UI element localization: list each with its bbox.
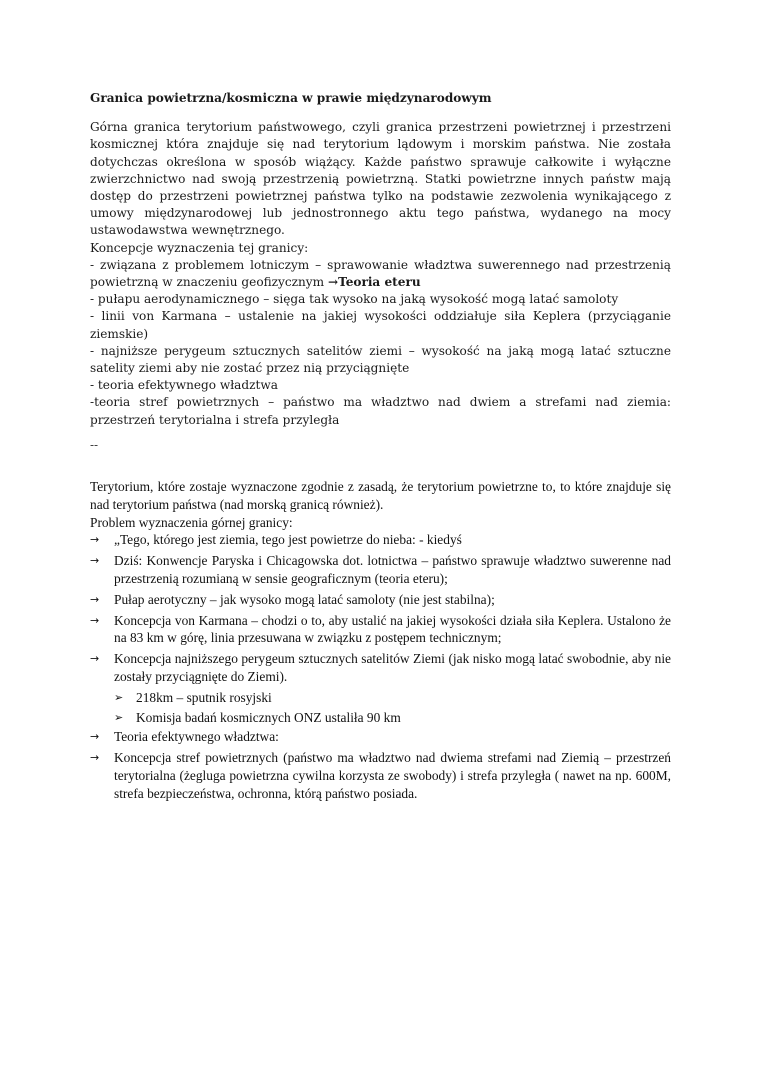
problem-heading: Problem wyznaczenia górnej granicy: <box>90 514 293 530</box>
list-item-text: Koncepcja najniższego perygeum sztucznych satelitów Ziemi (jak nisko mogą latać swobodnie, aby nie zostały przyciągnięte do Ziemi). <box>114 651 671 684</box>
list-item-text: Koncepcja von Karmana – chodzi o to, aby ustalić na jakiej wysokości działa siła Keplera. Ustalono że na 83 km w górę, linia przesuwana w związku z postępem technicznym; <box>114 612 671 646</box>
concept-item: - pułapu aerodynamicznego – sięga tak wysoko na jaką wysokość mogą latać samoloty <box>90 292 619 307</box>
arrow-right-icon: → <box>90 533 100 547</box>
intro-paragraph: Górna granica terytorium państwowego, czyli granica przestrzeni powietrznej i przestrzeni kosmicznej która znajduje się nad terytorium lądowym i morskim państwa. Nie została dotychczas określona w sposób wiążący. Każde państwo sprawuje całkowite i wyłączne zwierzchnictwo nad swoją przestrzenią powietrzną. Statki powietrzne innych państw mają dostęp do przestrzeni powietrznej państwa tylko na podstawie zezwolenia wynikającego z umowy międzynarodowej lub jednostronnego aktu tego państwa, wydanego na mocy ustawodawstwa wewnętrznego. <box>90 120 671 238</box>
concept-item: - linii von Karmana – ustalenie na jakiej wysokości oddziałuje siła Keplera (przyciąganie ziemskie) <box>90 309 671 341</box>
arrowhead-bullet-icon: ➢ <box>114 690 124 704</box>
list-item-text: Teoria efektywnego władztwa: <box>114 729 279 745</box>
sub-list-item <box>114 709 671 727</box>
arrow-right-icon: → <box>90 613 100 627</box>
list-item <box>90 749 671 802</box>
arrow-right-icon: → <box>90 652 100 666</box>
arrow-right-icon: → <box>90 554 100 568</box>
list-item <box>90 650 671 686</box>
notes-section-1 <box>90 90 671 429</box>
notes-section-2 <box>90 478 671 806</box>
arrow-right-icon: → <box>90 730 100 744</box>
concept-item: - najniższe perygeum sztucznych satelitów ziemi – wysokość na jaką mogą latać sztuczne satelity ziemi aby nie zostać przez nią przyciągnięte <box>90 343 671 376</box>
list-item <box>90 552 671 588</box>
list-item-text: Koncepcja stref powietrznych (państwo ma władztwo nad dwiema strefami nad Ziemią – przestrzeń terytorialna (żegluga powietrzna cywilna korzysta ze swobody) i strefa przyległa ( nawet na np. 600M, strefa bezpieczeństwa, ochronna, którą państwo posiada. <box>114 750 671 801</box>
arrow-right-icon: → <box>90 751 100 765</box>
concept-item: - teoria efektywnego władztwa <box>90 378 278 393</box>
list-item <box>90 591 671 609</box>
document-title: Granica powietrzna/kosmiczna w prawie międzynarodowym <box>90 91 492 105</box>
list-item-text: Pułap aerotyczny – jak wysoko mogą latać samoloty (nie jest stabilna); <box>114 591 495 607</box>
concept-text: - związana z problemem lotniczym – sprawowanie władztwa suwerennego nad przestrzenią powietrzną w znaczeniu geofizycznym <box>90 257 671 290</box>
concepts-heading: Koncepcje wyznaczenia tej granicy: <box>90 240 309 255</box>
list-item <box>90 531 671 549</box>
concept-bold-term: Teoria eteru <box>338 275 421 290</box>
list-item-text: „Tego, którego jest ziemia, tego jest powietrze do nieba: - kiedyś <box>114 532 462 548</box>
sub-list-item-text: Komisja badań kosmicznych ONZ ustaliła 90 km <box>136 709 401 725</box>
sub-list-item <box>114 689 671 707</box>
concept-item: -teoria stref powietrznych – państwo ma władztwo nad dwiem a strefami nad ziemia: przestrzeń terytorialna i strefa przyległa <box>90 395 671 427</box>
concept-item <box>90 257 671 291</box>
arrow-right-icon: → <box>327 275 339 290</box>
arrowhead-bullet-icon: ➢ <box>114 710 124 724</box>
territory-paragraph: Terytorium, które zostaje wyznaczone zgodnie z zasadą, że terytorium powietrzne to, to które znajduje się nad terytorium państwa (nad morską granicą również). <box>90 479 671 512</box>
list-item <box>90 728 671 746</box>
section-separator: -- <box>90 438 99 452</box>
sub-list-item-text: 218km – sputnik rosyjski <box>136 689 272 705</box>
arrow-right-icon: → <box>90 592 100 606</box>
list-item <box>90 612 671 648</box>
list-item-text: Dziś: Konwencje Paryska i Chicagowska dot. lotnictwa – państwo sprawuje władztwo suwerenne nad przestrzenią rozumianą w sensie geograficznym (teoria eteru); <box>114 553 671 586</box>
